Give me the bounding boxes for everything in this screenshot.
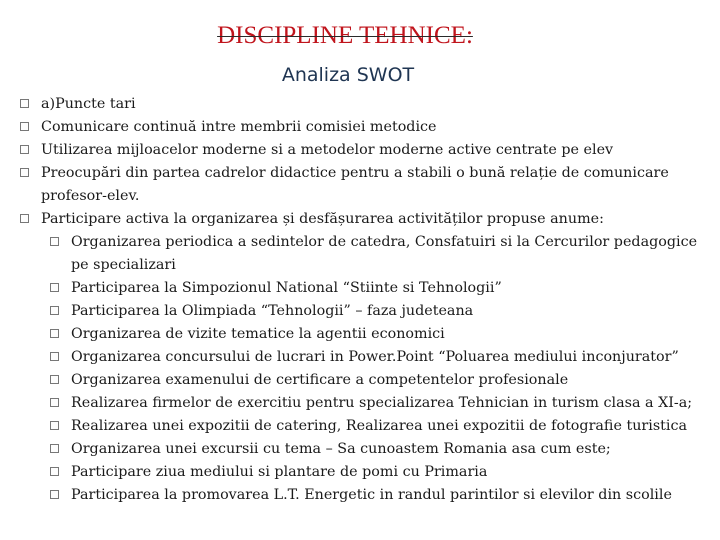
- sub-list-item: [50, 438, 712, 461]
- sub-list-item-text: Organizarea concursului de lucrari in Power.Point “Poluarea mediului inconjurator”: [71, 349, 679, 365]
- square-bullet-icon: [50, 283, 59, 292]
- sub-list-item: [50, 369, 712, 392]
- sub-list-item-text: Organizarea examenului de certificare a competentelor profesionale: [71, 372, 569, 388]
- list-item: [20, 116, 712, 139]
- square-bullet-icon: [50, 306, 59, 315]
- square-bullet-icon: [20, 122, 29, 131]
- square-bullet-icon: [50, 329, 59, 338]
- square-bullet-icon: [50, 352, 59, 361]
- square-bullet-icon: [50, 398, 59, 407]
- square-bullet-icon: [50, 237, 59, 246]
- sub-list-item-text: Participarea la Simpozionul National “Stiinte si Tehnologii”: [71, 280, 502, 296]
- sub-list-item-text: Organizarea unei excursii cu tema – Sa cunoastem Romania asa cum este;: [71, 441, 611, 457]
- list-item-text: Preocupări din partea cadrelor didactice pentru a stabili o bună relație de comunicare profesor-elev.: [41, 165, 669, 204]
- slide-title: DISCIPLINE TEHNICE:: [217, 22, 473, 49]
- list-item-text: Comunicare continuă intre membrii comisiei metodice: [41, 119, 437, 135]
- sub-list-item: [50, 231, 712, 277]
- sub-list-item-text: Participare ziua mediului si plantare de pomi cu Primaria: [71, 464, 488, 480]
- sub-list-item: [50, 277, 712, 300]
- square-bullet-icon: [20, 214, 29, 223]
- square-bullet-icon: [50, 467, 59, 476]
- slide-subtitle: Analiza SWOT: [281, 64, 415, 86]
- list-item-text: a)Puncte tari: [41, 96, 136, 112]
- sub-list-item-text: Participarea la promovarea L.T. Energetic in randul parintilor si elevilor din scolile: [71, 487, 672, 503]
- sub-list-item-text: Participarea la Olimpiada “Tehnologii” – faza judeteana: [71, 303, 474, 319]
- sub-list-item: [50, 346, 712, 369]
- sub-list-item-text: Organizarea de vizite tematice la agentii economici: [71, 326, 445, 342]
- list-item: [20, 139, 712, 162]
- square-bullet-icon: [50, 444, 59, 453]
- square-bullet-icon: [50, 421, 59, 430]
- list-item-text: Participare activa la organizarea și desfășurarea activităților propuse anume:: [41, 211, 604, 227]
- square-bullet-icon: [50, 375, 59, 384]
- square-bullet-icon: [20, 99, 29, 108]
- list-item: [20, 162, 712, 208]
- list-item: [20, 208, 712, 231]
- sub-list-item: [50, 415, 712, 438]
- sub-list-item: [50, 484, 712, 507]
- list-item-text: Utilizarea mijloacelor moderne si a metodelor moderne active centrate pe elev: [41, 142, 614, 158]
- bullet-list: [20, 93, 712, 507]
- sub-list-item: [50, 323, 712, 346]
- square-bullet-icon: [50, 490, 59, 499]
- sub-list-item: [50, 300, 712, 323]
- sub-list-item-text: Organizarea periodica a sedintelor de catedra, Consfatuiri si la Cercurilor pedagogice pe specializari: [71, 234, 698, 273]
- square-bullet-icon: [20, 168, 29, 177]
- list-item: [20, 93, 712, 116]
- sub-list-item-text: Realizarea firmelor de exercitiu pentru specializarea Tehnician in turism clasa a XI-a;: [71, 395, 693, 411]
- sub-list-item: [50, 392, 712, 415]
- sub-list-item: [50, 461, 712, 484]
- square-bullet-icon: [20, 145, 29, 154]
- sub-list-item-text: Realizarea unei expozitii de catering, Realizarea unei expozitii de fotografie turistica: [71, 418, 688, 434]
